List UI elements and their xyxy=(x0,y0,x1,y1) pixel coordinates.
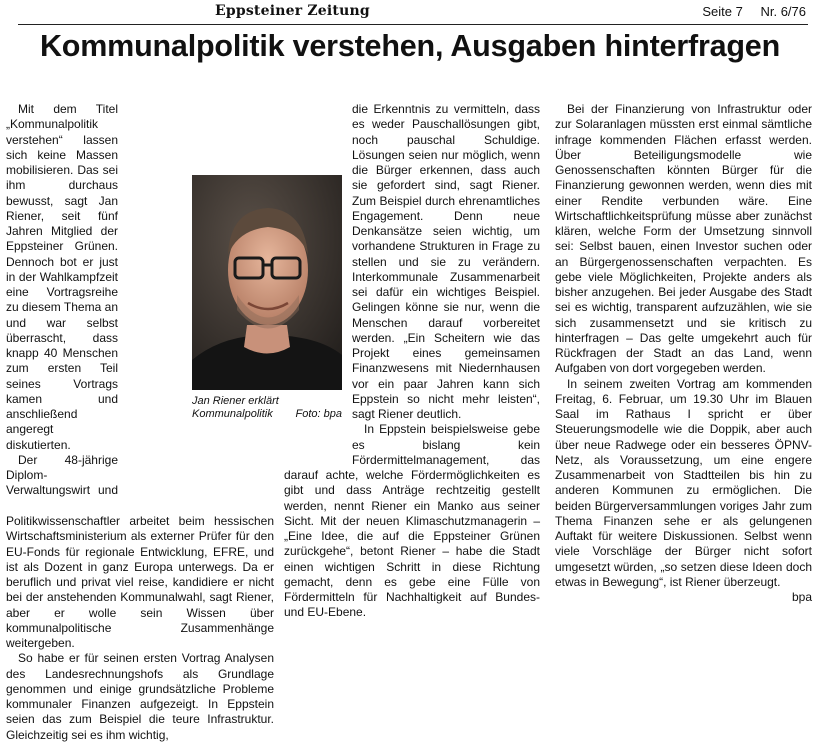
portrait-image xyxy=(192,175,342,390)
paragraph: Mit dem Titel „Kommunalpolitik verstehen“ lassen sich keine Massen mobilisieren. Das sei ihm durchaus bewusst, sagt Jan Riener, seit fünf Jahren Mitglied der Eppsteiner Grünen. Dennoch bot er just in der Wahlkampfzeit eine Vortragsreihe zu diesem Thema an und war selbst überrascht, dass knapp 40 Menschen zum ersten Teil seines Vortrags kamen und anschließend angeregt diskutierten. xyxy=(6,102,118,452)
byline-row xyxy=(555,590,812,605)
issue-number: Nr. 6/76 xyxy=(760,4,806,19)
paragraph: Der 48-jährige Diplom-Verwaltungswirt und Politikwissenschaftler arbeitet beim hessischen Wirtschaftsministerium als externer Prüfer für den EU-Fonds für regionale Entwicklung, EFRE, und ist als Dozent in ganz Europa unterwegs. Da er beruflich und privat viel reise, kandidiere er nicht bei der anstehenden Kommunalwahl, sagt Riener, aber er wolle sein Wissen über kommunalpolitische Zusammenhänge weitergeben. xyxy=(6,452,274,650)
photo-credit: Foto: bpa xyxy=(295,408,342,420)
article-column-3 xyxy=(555,102,812,605)
newspaper-name: Eppsteiner Zeitung xyxy=(215,3,370,19)
paragraph: Bei der Finanzierung von Infrastruktur oder zur Solaranlagen müssten erst einmal sämtliche infrage kommenden Flächen erfasst werden. Über Beteiligungsmodelle wie Genossenschaften könnten Bürger für die Finanzierung gewonnen werden, wenn dies mit einer Rendite verbunden wäre. Eine Wirtschaftlichkeitsprüfung müsse aber zunächst klären, welche Form der Umsetzung sinnvoll sei: Selbst bauen, einen Investor suchen oder an Bürgergenossenschaften verpachten. Es gebe viele Möglichkeiten, Projekte anders als bisher anzugehen. Bei jeder Ausgabe des Stadt sei es wichtig, transparent aufzuzählen, wie sie sich zusammensetzt und sie kritisch zu hinterfragen – Das gelte umgekehrt auch für Rückfragen der Stadt an das Land, wenn Aufgaben von dort vorgegeben werden. xyxy=(555,102,812,376)
masthead xyxy=(18,0,808,25)
paragraph: die Erkenntnis zu vermitteln, dass es weder Pauschallösungen gibt, noch pauschal Schuldige. Lösungen seien nur möglich, wenn die Bürger erkennen, dass auch sie gefordert sind, sagt Riener. Zum Beispiel durch ehrenamtliches Engagement. Denn neue Denkansätze seien wichtig, um vorhandene Strukturen in Frage zu stellen und sie zu verändern. Interkommunale Zusammenarbeit sei dafür ein wichtiges Beispiel. Gelingen könne sie nur, wenn die Menschen darauf vorbereitet werden. „Ein Scheitern wie das Projekt eines gemeinsamen Finanzwesens mit Niedernhausen vor ein paar Jahren kann sich Eppstein so nicht mehr leisten“, sagt Riener deutlich. xyxy=(352,102,540,421)
page-number: Seite 7 xyxy=(702,4,743,19)
byline: bpa xyxy=(791,590,812,604)
photo-caption xyxy=(192,395,342,421)
paragraph: In Eppstein beispielsweise gebe es bislang kein Fördermittelmanagement, das darauf achte, welche Fördermöglichkeiten es gibt und dass Anträge rechtzeitig gestellt werden, nennt Riener ein Manko aus seiner Sicht. Mit der neuen Klimaschutzmanagerin – „Eine Idee, die auf die Eppsteiner Grünen zurückgehe“, betont Riener – habe die Stadt einen wichtigen Schritt in diese Richtung gemacht, denn es gebe eine Fülle von Fördermitteln für Nachhaltigkeit auf Bundes- und EU-Ebene. xyxy=(284,422,540,620)
issue-info xyxy=(688,4,806,19)
caption-text: Jan Riener erklärt Kommunalpolitik xyxy=(192,395,279,420)
portrait-photo xyxy=(192,175,342,390)
paragraph: In seinem zweiten Vortrag am kommenden Freitag, 6. Februar, um 19.30 Uhr im Blauen Saal im Rathaus I spricht er über Steuerungsmodelle wie die Doppik, aber auch über neue Radwege oder ein besseres ÖPNV-Netz, als Voraussetzung, um eine engere Zusammenarbeit von Stadtteilen bis hin zu anderen Kommunen zu ermöglichen. Die beiden Bürgerversammlungen voriges Jahr zum Thema Finanzen sehe er als gelungenen Auftakt für weitere Diskussionen. Selbst wenn viele Vorschläge der Bürger nicht sofort umgesetzt würden, „so setzen diese Ideen doch etwas in Bewegung“, ist Riener überzeugt. xyxy=(555,376,812,589)
article-headline: Kommunalpolitik verstehen, Ausgaben hinterfragen xyxy=(39,29,781,63)
paragraph: So habe er für seinen ersten Vortrag Analysen des Landesrechnungshofs als Grundlage genommen und einige grundsätzliche Probleme kommunaler Finanzen aufgezeigt. In Eppstein seien das zum Beispiel die teure Infrastruktur. Gleichzeitig sei es ihm wichtig, xyxy=(6,651,274,742)
